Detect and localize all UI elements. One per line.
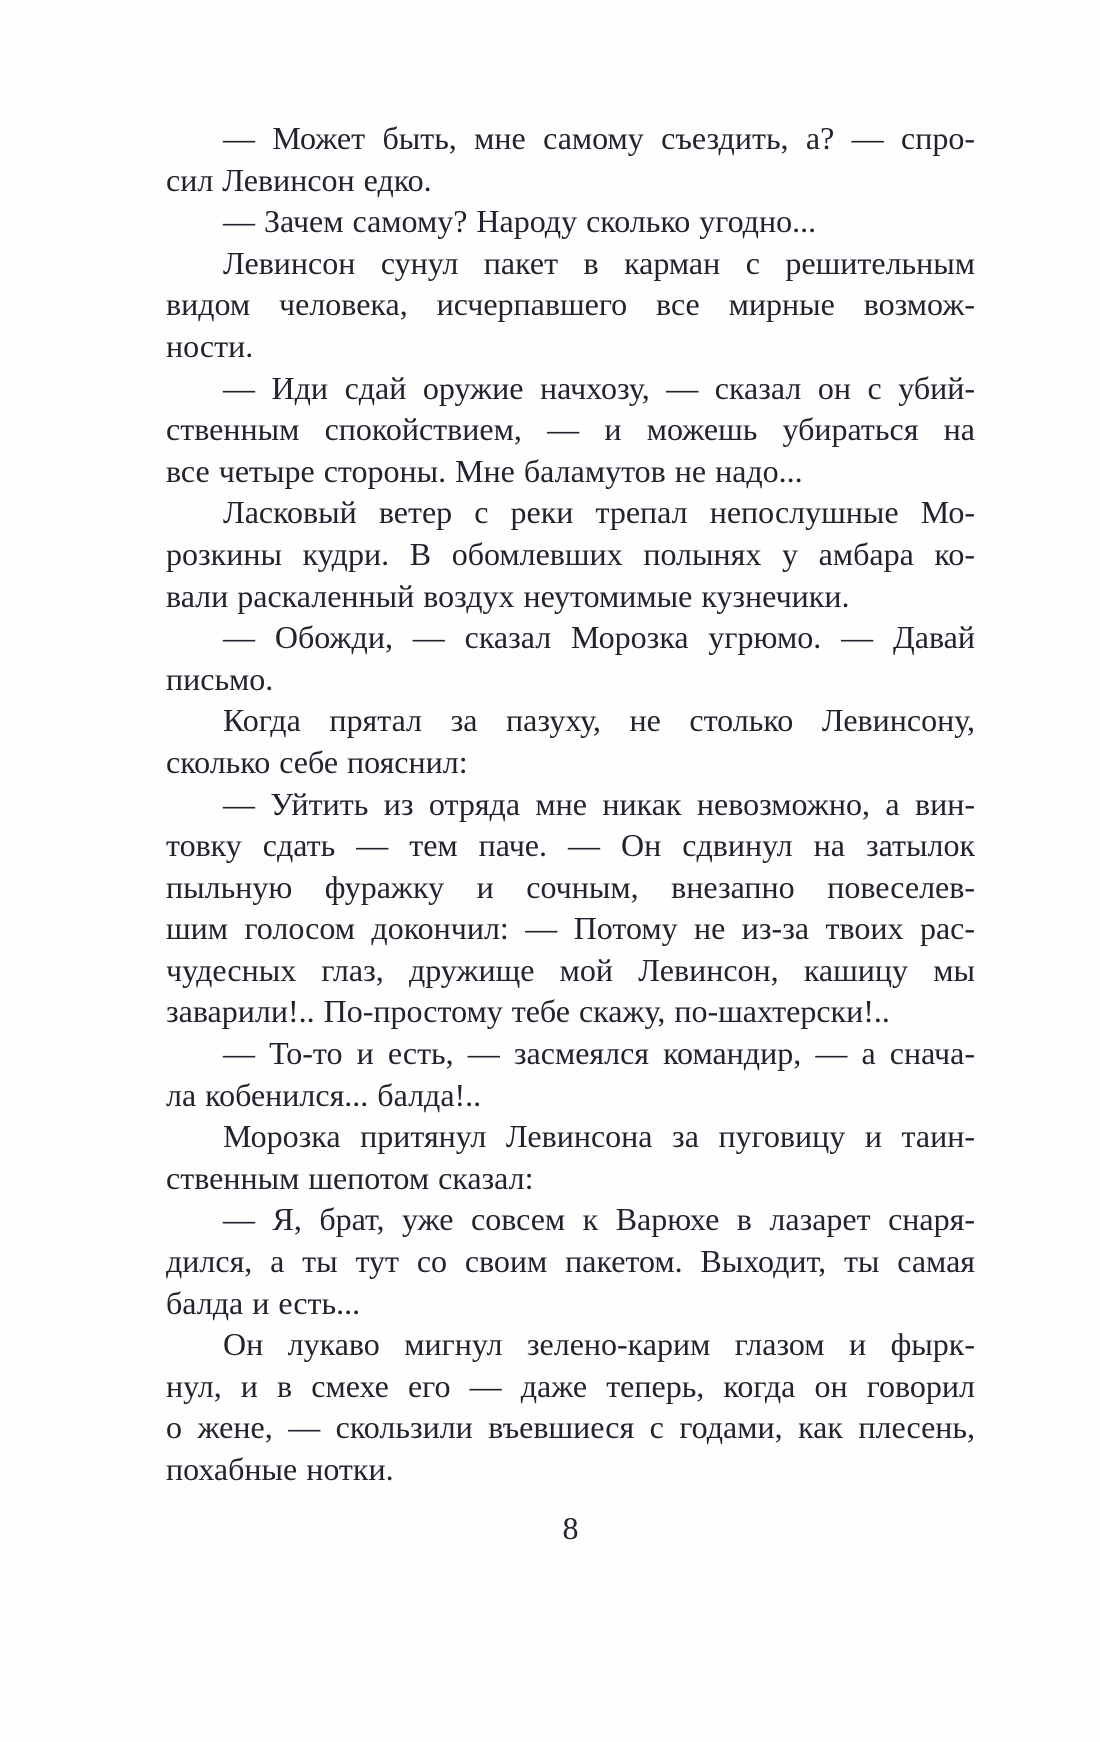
text-line: — Я, брат, уже совсем к Варюхе в лазарет снаря- xyxy=(223,1201,975,1238)
text-line: чудесных глаз, дружище мой Левинсон, кашицу мы xyxy=(166,951,975,988)
text-line: сил Левинсон едко. xyxy=(166,161,432,198)
text-line: ственным шепотом сказал: xyxy=(166,1159,534,1196)
text-line: — Иди сдай оружие начхозу, — сказал он с убий- xyxy=(223,369,975,406)
text-line: сколько себе пояснил: xyxy=(166,743,468,780)
text-line: — Может быть, мне самому съездить, а? — спро- xyxy=(223,120,975,156)
page-number: 8 xyxy=(562,1510,579,1546)
text-line: пыльную фуражку и сочным, внезапно повеселев- xyxy=(166,868,975,905)
text-line: — Обожди, — сказал Морозка угрюмо. — Давай xyxy=(223,619,975,656)
text-line: — Уйтить из отряда мне никак невозможно, а вин- xyxy=(223,785,975,822)
text-line: ла кобенился... балда!.. xyxy=(166,1076,482,1113)
text-line: Он лукаво мигнул зелено-карим глазом и фырк- xyxy=(223,1326,975,1363)
text-line: Ласковый ветер с реки трепал непослушные Мо- xyxy=(223,494,975,531)
text-line: Когда прятал за пазуху, не столько Левинсону, xyxy=(223,702,975,739)
text-line: дился, а ты тут со своим пакетом. Выходит, ты самая xyxy=(166,1243,975,1280)
text-line: ности. xyxy=(166,327,254,364)
text-line: похабные нотки. xyxy=(166,1451,394,1487)
text-line: — То-то и есть, — засмеялся командир, — а снача- xyxy=(223,1035,975,1072)
text-line: письмо. xyxy=(166,660,274,697)
text-line: балда и есть... xyxy=(166,1284,361,1321)
text-line: розкины кудри. В обомлевших полынях у амбара ко- xyxy=(166,535,975,572)
text-line: вали раскаленный воздух неутомимые кузнечики. xyxy=(166,577,850,614)
text-block xyxy=(166,118,975,1491)
text-line: — Зачем самому? Народу сколько угодно... xyxy=(223,203,817,240)
text-line: нул, и в смехе его — даже теперь, когда он говорил xyxy=(166,1367,975,1404)
text-line: ственным спокойствием, — и можешь убираться на xyxy=(166,411,975,448)
text-line: Левинсон сунул пакет в карман с решительным xyxy=(223,244,975,281)
text-line: о жене, — скользили въевшиеся с годами, как плесень, xyxy=(166,1409,975,1446)
text-line: все четыре стороны. Мне баламутов не надо... xyxy=(166,452,803,489)
text-line: шим голосом докончил: — Потому не из-за твоих рас- xyxy=(166,910,975,947)
text-line: товку сдать — тем паче. — Он сдвинул на затылок xyxy=(166,827,975,864)
text-line: видом человека, исчерпавшего все мирные возмож- xyxy=(166,286,975,323)
text-line: заварили!.. По-простому тебе скажу, по-шахтерски!.. xyxy=(166,993,890,1030)
text-line: Морозка притянул Левинсона за пуговицу и таин- xyxy=(223,1118,975,1155)
